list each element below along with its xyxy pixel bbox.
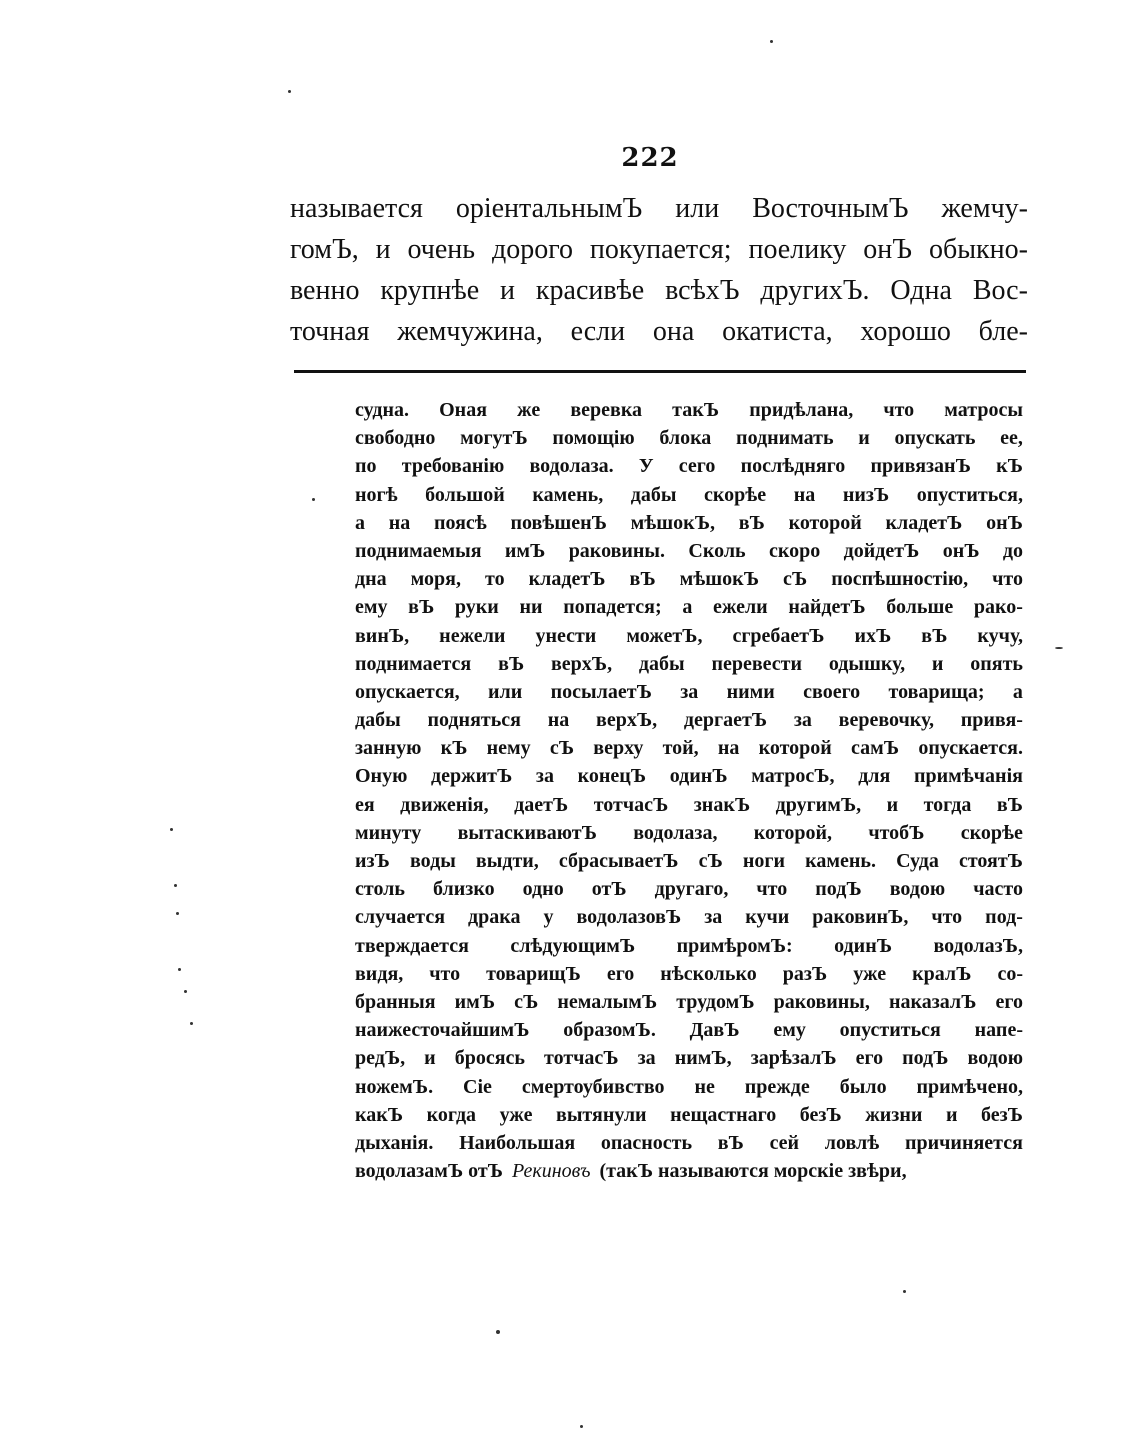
- footnote-line: свободно могутЪ помощію блока поднимать и опускать ее,: [355, 427, 1023, 450]
- footnote-line: ногѣ большой камень, дабы скорѣе на низЪ опуститься,: [355, 483, 1023, 506]
- footnote-line: столь близко одно отЪ другаго, что подЪ водою часто: [355, 878, 1023, 901]
- footnote-text-block: [355, 396, 1023, 1185]
- footnote-line: ему вЪ руки ни попадется; а ежели найдетЪ больше рако-: [355, 596, 1023, 619]
- main-text-line: гомЪ, и очень дорого покупается; поелику онЪ обыкно-: [290, 234, 1028, 265]
- footnote-line: винЪ, нежели унести можетЪ, сгребаетЪ ихЪ вЪ кучу,: [355, 624, 1023, 647]
- footnote-line: наижесточайшимЪ образомЪ. ДавЪ ему опуститься напе-: [355, 1019, 1023, 1042]
- scan-speck: [903, 1290, 906, 1293]
- footnote-line: случается драка у водолазовЪ за кучи раковинЪ, что под-: [355, 906, 1023, 929]
- main-text-block: [290, 188, 1028, 352]
- footnote-line: поднимаемыя имЪ раковины. Сколь скоро дойдетЪ онЪ до: [355, 539, 1023, 562]
- footnote-line: минуту вытаскиваютЪ водолаза, которой, чтобЪ скорѣе: [355, 821, 1023, 844]
- footnote-line: редЪ, и бросясь тотчасЪ за нимЪ, зарѣзалЪ его подЪ водою: [355, 1047, 1023, 1070]
- scan-speck: [174, 884, 177, 887]
- scan-speck: [184, 990, 187, 993]
- footnote-line: изЪ воды выдти, сбрасываетЪ сЪ ноги камень. Суда стоятЪ: [355, 850, 1023, 872]
- scan-speck: [312, 498, 315, 501]
- footnote-line: поднимается вЪ верхЪ, дабы перевести одышку, и опять: [355, 652, 1023, 675]
- scan-speck: [178, 968, 181, 971]
- footnote-line-start: водолазамЪ отЪ: [355, 1160, 503, 1183]
- scan-speck: [770, 40, 773, 43]
- footnote-line: дыханія. Наибольшая опасность вЪ сей ловлѣ причиняется: [355, 1131, 1023, 1154]
- footnote-line: бранныя имЪ сЪ немалымЪ трудомЪ раковины, наказалЪ его: [355, 990, 1023, 1013]
- scan-speck: [190, 1022, 193, 1025]
- footnote-line: судна. Оная же веревка такЪ придѣлана, что матросы: [355, 399, 1023, 421]
- footnote-line: дна моря, то кладетЪ вЪ мѣшокЪ сЪ поспѣшностію, что: [355, 568, 1023, 591]
- footnote-line: Оную держитЪ за конецЪ одинЪ матросЪ, для примѣчанія: [355, 765, 1023, 788]
- footnote-line: ножемЪ. Сіе смертоубивство не прежде было примѣчено,: [355, 1075, 1023, 1098]
- scan-speck: [496, 1330, 500, 1334]
- page-number: 222: [621, 143, 679, 173]
- main-text-line: точная жемчужина, если она окатиста, хорошо бле-: [290, 316, 1028, 347]
- scan-speck: [288, 90, 291, 93]
- footnote-line-end: (такЪ называются морскіе звѣри,: [599, 1160, 907, 1183]
- footnote-line: ея движенія, даетЪ тотчасЪ знакЪ другимЪ, и тогда вЪ: [355, 793, 1023, 816]
- footnote-line: а на поясѣ повѣшенЪ мѣшокЪ, вЪ которой кладетЪ онЪ: [355, 511, 1023, 534]
- footnote-line: видя, что товарищЪ его нѣсколько разЪ уже кралЪ со-: [355, 962, 1023, 985]
- scan-speck: [580, 1425, 583, 1428]
- footnote-line: [355, 1157, 1023, 1185]
- footnote-line: тверждается слѣдующимЪ примѣромЪ: одинЪ водолазЪ,: [355, 934, 1023, 957]
- footnote-separator-rule: [294, 370, 1026, 373]
- scan-speck: [170, 828, 173, 831]
- main-text-line: называется оріентальнымЪ или ВосточнымЪ жемчу-: [290, 193, 1028, 224]
- scan-speck: [176, 912, 179, 915]
- footnote-italic-term: Рекиновъ: [512, 1160, 591, 1183]
- footnote-line: занную кЪ нему сЪ верху той, на которой самЪ опускается.: [355, 737, 1023, 760]
- footnote-line: дабы подняться на верхЪ, дергаетЪ за веревочку, привя-: [355, 709, 1023, 732]
- footnote-line: опускается, или посылаетЪ за ними своего товарища; а: [355, 680, 1023, 703]
- main-text-line: венно крупнѣе и красивѣе всѣхЪ другихЪ. Одна Вос-: [290, 275, 1028, 306]
- scan-speck: [1055, 647, 1063, 649]
- footnote-line: по требованію водолаза. У сего послѣдняго привязанЪ кЪ: [355, 455, 1023, 478]
- footnote-line: какЪ когда уже вытянули нещастнаго безЪ жизни и безЪ: [355, 1103, 1023, 1126]
